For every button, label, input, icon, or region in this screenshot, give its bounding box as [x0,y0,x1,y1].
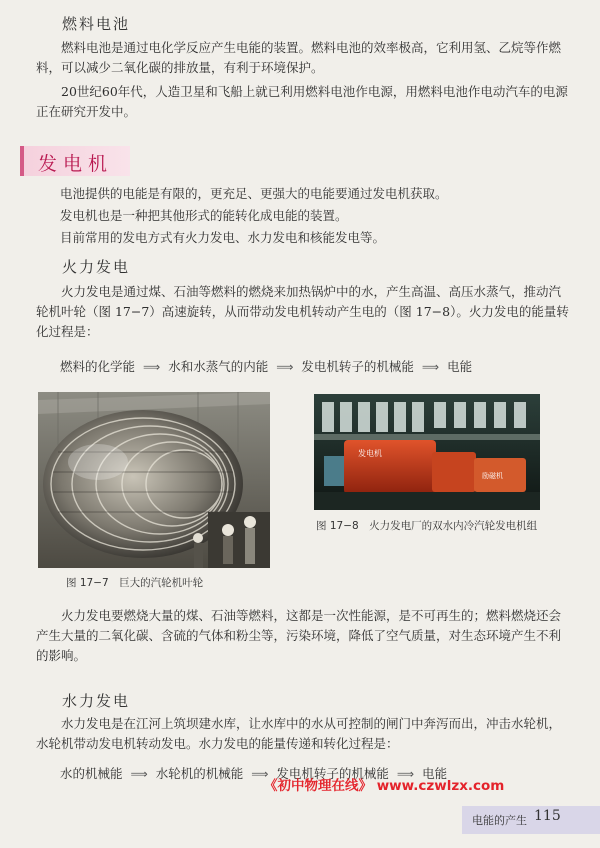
fuel-cell-para-1: 燃料电池是通过电化学反应产生电能的装置。燃料电池的效率极高，它利用氢、乙烷等作燃料，可以减少二氧化碳的排放量，有利于环境保护。 [36,40,562,75]
generator-section-heading [20,146,130,176]
double-arrow-icon: ⟹ [143,360,161,374]
footer-section-label: 电能的产生 [472,814,527,827]
fuel-cell-para-2: 20世纪60年代，人造卫星和飞船上就已利用燃料电池作电源，用燃料电池作电动汽车的电源正在研究开发中。 [36,84,568,119]
fuel-cell-heading: 燃料电池 [62,15,131,33]
flow-step: 电能 [422,766,448,781]
double-arrow-icon: ⟹ [130,767,148,781]
flow-step: 电能 [447,359,473,374]
figure-17-8-caption: 图 17−8 火力发电厂的双水内冷汽轮发电机组 [316,520,538,532]
generator-line-3: 目前常用的发电方式有火力发电、水力发电和核能发电等。 [60,230,386,245]
double-arrow-icon: ⟹ [396,767,415,781]
flow-step: 发电机转子的机械能 [301,359,414,374]
thermal-para-2: 火力发电要燃烧大量的煤、石油等燃料，这都是一次性能源，是不可再生的；燃料燃烧还会产生大量的二氧化碳、含硫的气体和粉尘等，污染环境，降低了空气质量，对生态环境产生不利的影响。 [36,608,562,663]
thermal-heading: 火力发电 [62,258,131,276]
hydro-para-1: 水力发电是在江河上筑坝建水库，让水库中的水从可控制的闸门中奔泻而出，冲击水轮机，水轮机带动发电机转动发电。水力发电的能量传递和转化过程是： [36,716,562,751]
double-arrow-icon: ⟹ [421,360,440,374]
thermal-para-1: 火力发电是通过煤、石油等燃料的燃烧来加热锅炉中的水，产生高温、高压水蒸气，推动汽轮机叶轮（图 17−7）高速旋转，从而带动发电机转动产生电的（图 17−8）。火力发电的能量转化过程是： [36,284,569,339]
flow-step: 水轮机的机械能 [155,766,244,781]
exciter-label: 励磁机 [482,472,503,480]
page-number: 115 [534,808,561,824]
turbine-photo [38,392,270,568]
watermark-text: 《初中物理在线》 www.czwlzx.com [264,778,505,794]
hydro-heading: 水力发电 [62,692,131,710]
flow-step: 发电机转子的机械能 [276,766,389,781]
generator-label: 发电机 [358,449,382,458]
figure-17-7-caption: 图 17−7 巨大的汽轮机叶轮 [66,577,204,589]
flow-step: 水的机械能 [60,766,123,781]
thermal-energy-flow [60,357,472,375]
generator-heading-text: 发电机 [38,153,114,175]
flow-step: 燃料的化学能 [60,359,136,374]
double-arrow-icon: ⟹ [276,360,294,374]
generator-line-1: 电池提供的电能是有限的，更充足、更强大的电能要通过发电机获取。 [60,186,448,201]
generator-set-photo [314,394,540,510]
flow-step: 水和水蒸气的内能 [168,359,269,374]
generator-line-2: 发电机也是一种把其他形式的能转化成电能的装置。 [60,208,348,223]
double-arrow-icon: ⟹ [251,767,269,781]
